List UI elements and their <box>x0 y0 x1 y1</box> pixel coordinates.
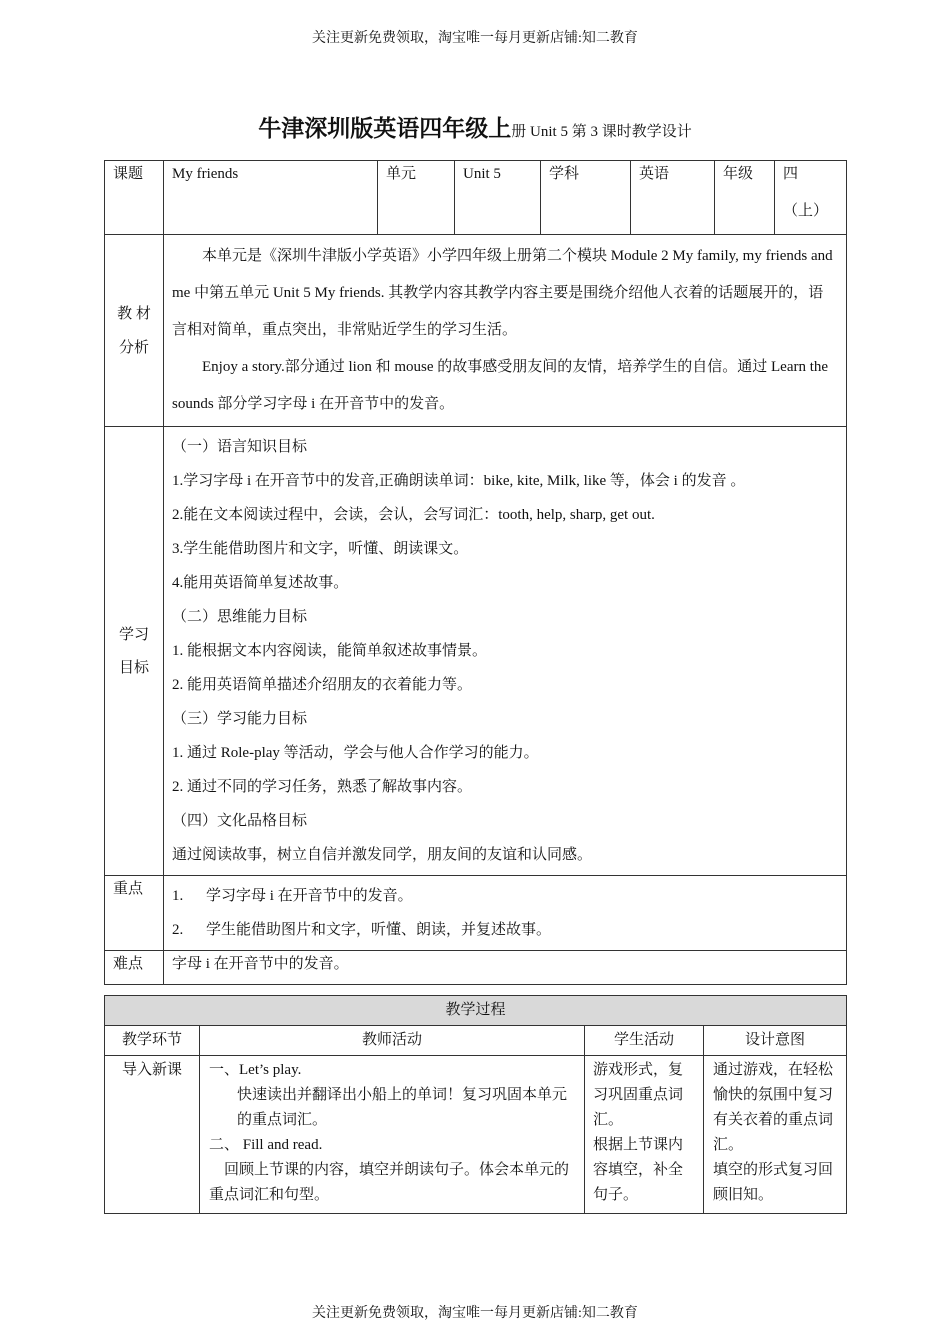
teacher-step-2-title: 二、 Fill and read. <box>209 1137 323 1153</box>
goal-line: 2.能在文本阅读过程中，会读，会认，会写词汇：tooth, help, sharp, get out. <box>172 507 655 523</box>
student-activity-2: 根据上节课内容填空，补全句子。 <box>593 1137 684 1203</box>
grade-value <box>775 161 847 235</box>
document-title <box>0 110 950 143</box>
header-note: 关注更新免费领取，淘宝唯一每月更新店铺:知二教育 <box>312 31 638 46</box>
design-intent-cell <box>704 1056 847 1214</box>
grade-value-line-1: 四 <box>783 166 799 182</box>
process-title: 教学过程 <box>105 996 847 1026</box>
key-points-row <box>105 876 847 951</box>
key-points-content <box>164 876 847 951</box>
student-activity-cell <box>585 1056 704 1214</box>
teacher-activity-cell <box>200 1056 585 1214</box>
col-stage-header: 教学环节 <box>105 1026 200 1056</box>
key-point-text: 学习字母 i 在开音节中的发音。 <box>206 888 413 904</box>
analysis-label-line-1: 教 材 <box>117 305 151 322</box>
goal-line: 1.学习字母 i 在开音节中的发音,正确朗读单词：bike, kite, Milk, like 等，体会 i 的发音 。 <box>172 473 746 489</box>
key-point-text: 学生能借助图片和文字，听懂、朗读，并复述故事。 <box>206 922 552 938</box>
analysis-label-line-2: 分析 <box>118 339 149 356</box>
goals-row <box>105 427 847 876</box>
topic-label: 课题 <box>105 161 164 235</box>
col-design-header: 设计意图 <box>704 1026 847 1056</box>
analysis-paragraph-1: 本单元是《深圳牛津版小学英语》小学四年级上册第二个模块 Module 2 My family, my friends and me 中第五单元 Unit 5 My friends. 其教学内容其教学内容主要是围绕介绍他人衣着的话题展开的，语言相对简单，重点突出，非常贴近学生的学习生活。 <box>172 248 833 338</box>
design-intent-2: 填空的形式复习回顾旧知。 <box>713 1162 834 1203</box>
analysis-content <box>164 235 847 427</box>
process-row <box>105 1056 847 1214</box>
grade-value-line-2: （上） <box>783 203 829 219</box>
unit-value: Unit 5 <box>455 161 541 235</box>
design-intent-1: 通过游戏，在轻松愉快的氛围中复习有关衣着的重点词汇。 <box>713 1062 834 1153</box>
key-point-item <box>172 913 838 947</box>
analysis-paragraph-2: Enjoy a story.部分通过 lion 和 mouse 的故事感受朋友间的友情，培养学生的自信。通过 Learn the sounds 部分学习字母 i 在开音节中的发音。 <box>172 359 829 412</box>
difficulty-label: 难点 <box>105 951 164 985</box>
goal-line: 3.学生能借助图片和文字，听懂、朗读课文。 <box>172 541 469 557</box>
goal-line: 1. 通过 Role-play 等活动，学会与他人合作学习的能力。 <box>172 745 539 761</box>
process-header-row <box>105 1026 847 1056</box>
goal-line: （一）语言知识目标 <box>172 439 308 455</box>
difficulty-row <box>105 951 847 985</box>
goal-line: 4.能用英语简单复述故事。 <box>172 575 349 591</box>
key-point-item <box>172 879 838 913</box>
goals-label-line-1: 学习 <box>118 626 149 643</box>
info-row <box>105 161 847 235</box>
title-sub: 册 Unit 5 第 3 课时教学设计 <box>511 124 692 140</box>
col-teacher-header: 教师活动 <box>200 1026 585 1056</box>
student-activity-1: 游戏形式，复习巩固重点词汇。 <box>593 1062 684 1128</box>
subject-label: 学科 <box>541 161 631 235</box>
goal-line: 通过阅读故事，树立自信并激发同学，朋友间的友谊和认同感。 <box>172 847 593 863</box>
goal-line: （三）学习能力目标 <box>172 711 308 727</box>
subject-value: 英语 <box>631 161 715 235</box>
lesson-info-table <box>104 160 847 985</box>
goals-label <box>105 427 164 876</box>
goal-line: 2. 通过不同的学习任务，熟悉了解故事内容。 <box>172 779 473 795</box>
topic-value: My friends <box>164 161 378 235</box>
teaching-process-table <box>104 995 847 1214</box>
analysis-row <box>105 235 847 427</box>
unit-label: 单元 <box>378 161 455 235</box>
key-point-number: 2. <box>172 922 184 938</box>
grade-label: 年级 <box>715 161 775 235</box>
stage-cell: 导入新课 <box>105 1056 200 1214</box>
goal-line: 2. 能用英语简单描述介绍朋友的衣着能力等。 <box>172 677 473 693</box>
title-main: 牛津深圳版英语四年级上 <box>258 116 512 141</box>
goal-line: 1. 能根据文本内容阅读，能简单叙述故事情景。 <box>172 643 488 659</box>
goal-line: （二）思维能力目标 <box>172 609 308 625</box>
teacher-step-2-body: 回顾上节课的内容，填空并朗读句子。体会本单元的重点词汇和句型。 <box>209 1162 570 1203</box>
goals-content <box>164 427 847 876</box>
analysis-label <box>105 235 164 427</box>
col-student-header: 学生活动 <box>585 1026 704 1056</box>
process-title-row <box>105 996 847 1026</box>
teacher-step-1-body: 快速读出并翻译出小船上的单词！复习巩固本单元的重点词汇。 <box>237 1087 568 1128</box>
goal-line: （四）文化品格目标 <box>172 813 308 829</box>
goals-label-line-2: 目标 <box>118 659 149 676</box>
key-point-number: 1. <box>172 888 184 904</box>
teacher-step-1-title: 一、Let’s play. <box>209 1062 302 1078</box>
key-points-label: 重点 <box>105 876 164 951</box>
difficulty-text: 字母 i 在开音节中的发音。 <box>164 951 847 985</box>
footer-note: 关注更新免费领取，淘宝唯一每月更新店铺:知二教育 <box>312 1306 638 1321</box>
